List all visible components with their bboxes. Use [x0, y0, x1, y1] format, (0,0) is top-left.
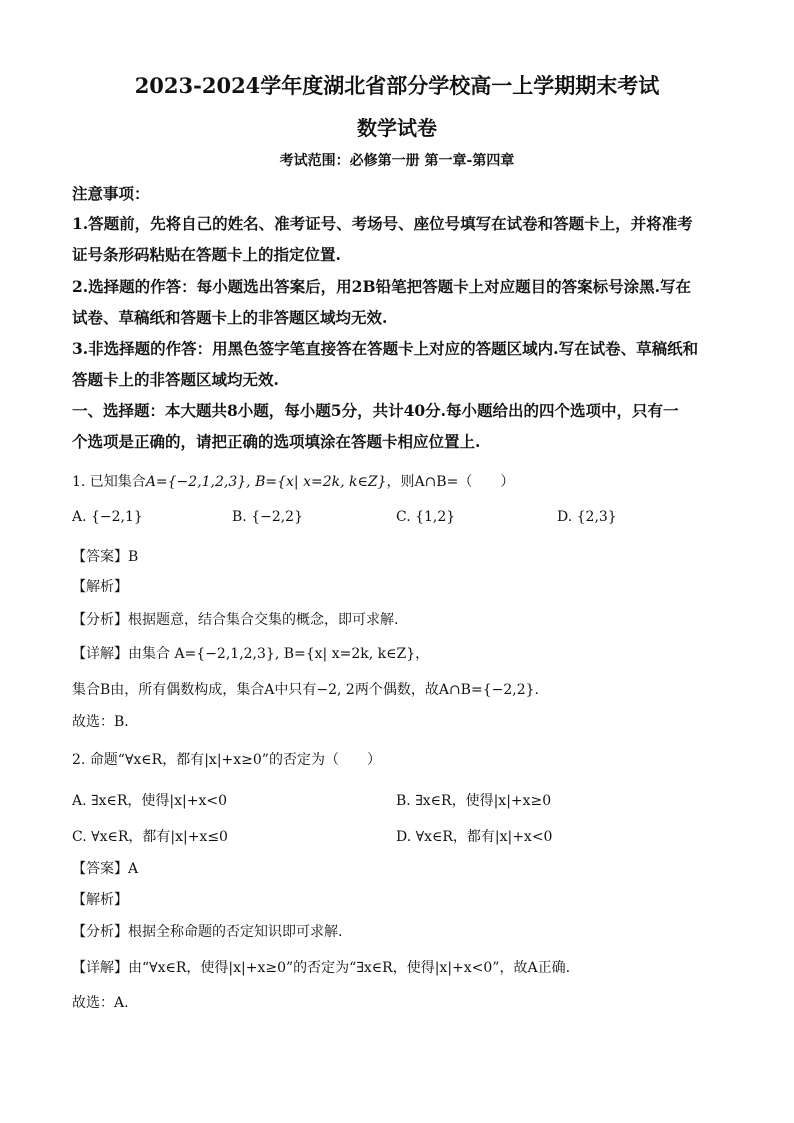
q1-option-b: B. {−2,2} [232, 509, 303, 525]
q2-analysis: 【解析】 [72, 892, 128, 908]
q2-detail: 【详解】由“∀x∈R，使得|x|+x≥0”的否定为“∃x∈R，使得|x|+x<0”，故A正确. [72, 960, 571, 976]
notice-heading: 注意事项： [72, 184, 150, 203]
page-title: 2023-2024学年度湖北省部分学校高一上学期期末考试 [134, 73, 660, 98]
q1-option-a: A. {−2,1} [72, 509, 143, 525]
q1-stem-suffix: ，则A∩B=（ ） [386, 474, 515, 490]
q2-option-b: B. ∃x∈R，使得|x|+x≥0 [396, 793, 552, 809]
q1-fenxi: 【分析】根据题意，结合集合交集的概念，即可求解. [72, 612, 399, 628]
notice-line-1: 1.答题前，先将自己的姓名、准考证号、考场号、座位号填写在试卷和答题卡上，并将准考 [72, 214, 693, 233]
q1-detail: 【详解】由集合 A={−2,1,2,3}, B={x| x=2k, k∈Z}， [72, 646, 430, 662]
page-subtitle: 数学试卷 [357, 116, 437, 140]
q1-analysis: 【解析】 [72, 579, 128, 595]
q2-stem: 2. 命题“∀x∈R，都有|x|+x≥0”的否定为（ ） [72, 752, 381, 768]
q1-option-d: D. {2,3} [557, 509, 617, 525]
notice-line-2: 证号条形码粘贴在答题卡上的指定位置. [72, 245, 341, 264]
q1-option-c: C. {1,2} [396, 509, 456, 525]
q2-option-d: D. ∀x∈R，都有|x|+x<0 [396, 829, 553, 845]
exam-scope: 考试范围：必修第一册 第一章-第四章 [279, 153, 515, 169]
notice-line-6: 答题卡上的非答题区域均无效. [72, 370, 279, 389]
notice-line-3: 2.选择题的作答：每小题选出答案后，用2B铅笔把答题卡上对应题目的答案标号涂黑.写在 [72, 277, 691, 296]
notice-line-4: 试卷、草稿纸和答题卡上的非答题区域均无效. [72, 308, 388, 327]
section-heading-line-2: 个选项是正确的，请把正确的选项填涂在答题卡相应位置上. [72, 432, 481, 451]
q1-choose: 故选：B. [72, 714, 129, 730]
section-heading-line-1: 一、选择题：本大题共8小题，每小题5分，共计40分.每小题给出的四个选项中，只有一 [72, 401, 679, 420]
q1-answer: 【答案】B [72, 549, 139, 565]
q1-stem-math: A={−2,1,2,3}, B={x| x=2k, k∈Z} [145, 474, 387, 490]
q2-fenxi: 【分析】根据全称命题的否定知识即可求解. [72, 924, 343, 940]
q1-stem [72, 472, 732, 492]
q2-option-c: C. ∀x∈R，都有|x|+x≤0 [72, 829, 228, 845]
q1-stem-prefix: 1. 已知集合 [72, 474, 146, 490]
notice-line-5: 3.非选择题的作答：用黑色签字笔直接答在答题卡上对应的答题区域内.写在试卷、草稿纸和 [72, 339, 699, 358]
q2-choose: 故选：A. [72, 995, 129, 1011]
q2-option-a: A. ∃x∈R，使得|x|+x<0 [72, 793, 227, 809]
q2-answer: 【答案】A [72, 861, 139, 877]
q1-detail-2: 集合B由，所有偶数构成，集合A中只有−2, 2两个偶数，故A∩B={−2,2}. [72, 682, 539, 698]
